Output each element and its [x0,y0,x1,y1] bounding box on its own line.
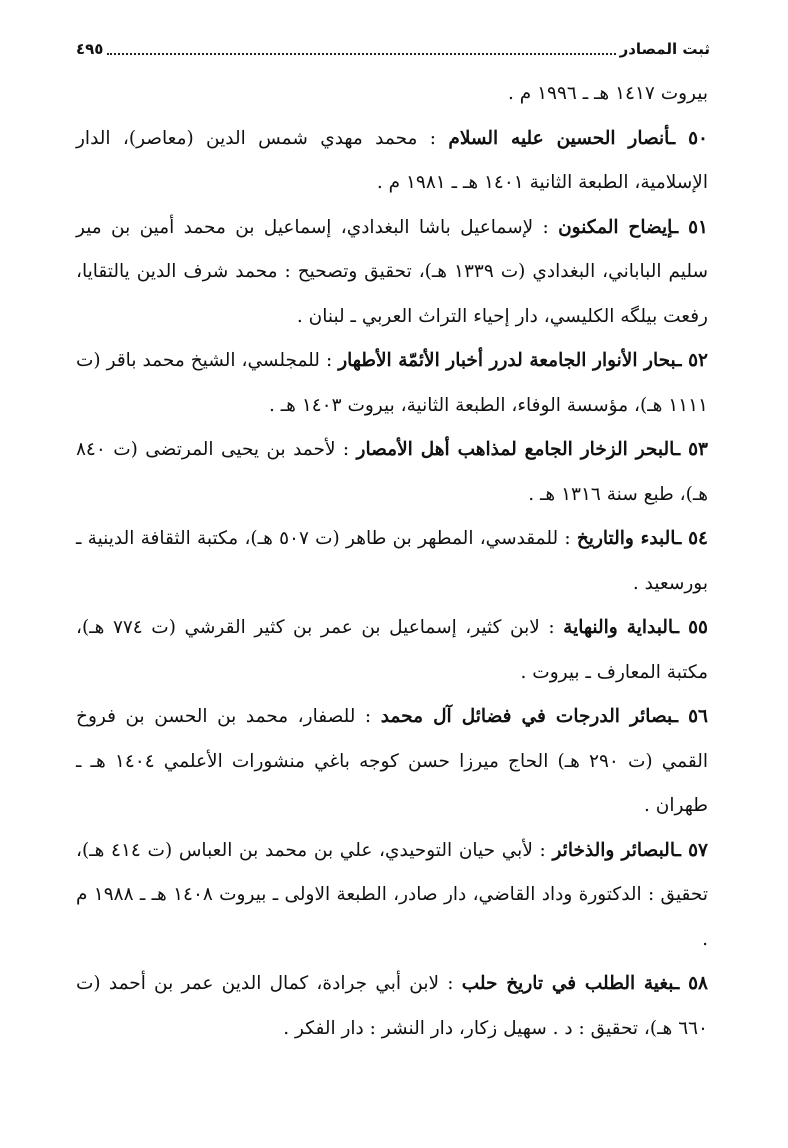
entry-title: البصائر والذخائر [552,839,676,861]
bibliography-entry [76,428,708,517]
bibliography-entry [76,339,708,428]
entry-title: البدء والتاريخ [576,528,676,549]
entry-number: ٥٠ ـ [669,127,708,149]
bibliography-entry [76,606,708,695]
entry-number: ٥١ ـ [672,216,708,238]
entry-text: : لأحمد بن يحيى المرتضى (ت ٨٤٠ هـ)، طبع سنة ١٣١٦ هـ . [76,439,708,505]
entry-text: : لابن كثير، إسماعيل بن عمر بن كثير القرشي (ت ٧٧٤ هـ)، مكتبة المعارف ـ بيروت . [76,617,708,683]
entry-text: : للصفار، محمد بن الحسن بن فروخ القمي (ت ٢٩٠ هـ) الحاج ميرزا حسن كوجه باغي منشورات الأعلمي ١٤٠٤ هـ ـ طهران . [76,706,708,816]
entry-title: بصائر الدرجات في فضائل آل محمد [380,706,673,727]
header-leader-dots [107,52,615,55]
bibliography-entry [76,206,708,340]
entry-text: : محمد مهدي شمس الدين (معاصر)، الدار الإسلامية، الطبعة الثانية ١٤٠١ هـ ـ ١٩٨١ م . [76,127,708,193]
continuation-line: بيروت ١٤١٧ هـ ـ ١٩٩٦ م . [507,83,708,104]
bibliography-entry [76,695,708,829]
entry-text: : لإسماعيل باشا البغدادي، إسماعيل بن محمد أمين بن مير سليم الباباني، البغدادي (ت ١٣٣٩ هـ)، تحقيق وتصحيح : محمد شرف الدين يالتقايا، رفعت بيلگه الكليسي، دار إحياء التراث العربي ـ لبنان . [76,216,708,327]
page-body [76,72,708,1051]
entry-title: إيضاح المكنون [558,216,673,238]
page-number: ٤٩٥ [76,40,104,58]
entry-number: ٥٦ ـ [672,706,708,727]
entry-title: بغية الطلب في تاريخ حلب [461,973,674,994]
entry-title: بحار الأنوار الجامعة لدرر أخبار الأئمّة الأطهار [338,350,677,371]
header-title: ثبت المصادر [619,40,710,58]
entry-text: : لأبي حيان التوحيدي، علي بن محمد بن العباس (ت ٤١٤ هـ)، تحقيق : الدكتورة وداد القاضي، دار صادر، الطبعة الاولى ـ بيروت ١٤٠٨ هـ ـ ١٩٨٨ م . [76,839,709,950]
entry-text: : للمجلسي، الشيخ محمد باقر (ت ١١١١ هـ)، مؤسسة الوفاء، الطبعة الثانية، بيروت ١٤٠٣ هـ . [76,350,708,416]
entry-text: : لابن أبي جرادة، كمال الدين عمر بن أحمد (ت ٦٦٠ هـ)، تحقيق : د . سهيل زكار، دار النشر : دار الفكر . [76,973,708,1039]
bibliography-entry [76,117,708,206]
bibliography-entry [76,517,708,606]
running-header [76,26,710,58]
entry-number: ٥٢ ـ [676,350,708,371]
bibliography-entry [76,829,708,963]
entry-title: البداية والنهاية [563,617,674,638]
entry-number: ٥٨ ـ [673,973,708,994]
bibliography-entry [76,962,708,1051]
entry-number: ٥٧ ـ [675,839,708,861]
entry-title: البحر الزخار الجامع لمذاهب أهل الأمصار [356,439,675,460]
entry-number: ٥٥ ـ [673,617,708,638]
entry-number: ٥٣ ـ [674,439,708,460]
entry-title: أنصار الحسين عليه السلام [448,127,670,149]
entry-text: : للمقدسي، المطهر بن طاهر (ت ٥٠٧ هـ)، مكتبة الثقافة الدينية ـ بورسعيد . [76,528,708,594]
entry-number: ٥٤ ـ [675,528,708,549]
